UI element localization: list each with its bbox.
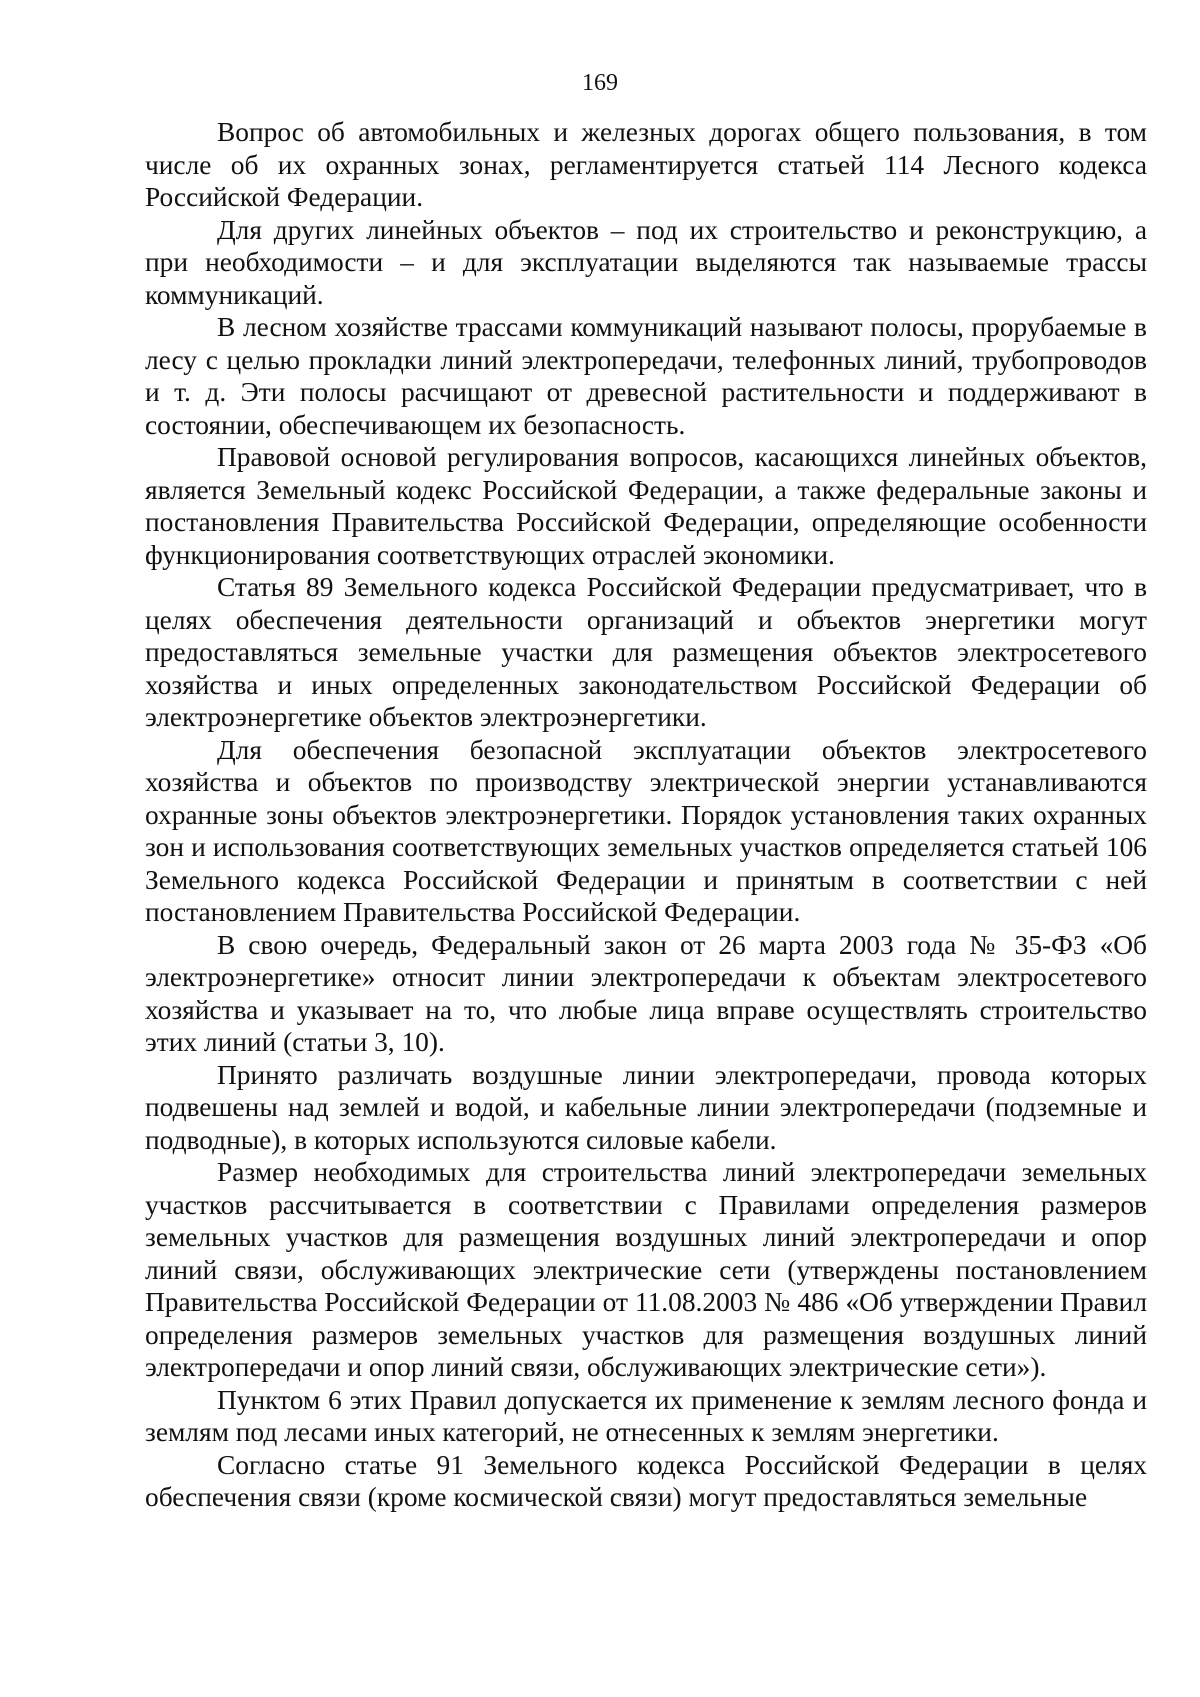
paragraph: Для обеспечения безопасной эксплуатации объектов электросетевого хозяйства и объектов по производству электрической энергии устанавливаются охранные зоны объектов электроэнергетики. Порядок установления таких охранных зон и использования соответствующих земельных участков определяется статьей 106 Земельного кодекса Российской Федерации и принятым в соответствии с ней постановлением Правительства Российской Федерации. [145,734,1147,927]
paragraph: В свою очередь, Федеральный закон от 26 марта 2003 года № 35-ФЗ «Об электроэнергетике» относит линии электропередачи к объектам электросетевого хозяйства и указывает на то, что любые лица вправе осуществлять строительство этих линий (статьи 3, 10). [145,929,1147,1057]
paragraph: Для других линейных объектов – под их строительство и реконструкцию, а при необходимости – и для эксплуатации выделяются так называемые трассы коммуникаций. [145,214,1147,310]
paragraph: Принято различать воздушные линии электропередачи, провода которых подвешены над землей и водой, и кабельные линии электропередачи (подземные и подводные), в которых используются силовые кабели. [145,1059,1147,1155]
paragraph: В лесном хозяйстве трассами коммуникаций называют полосы, прорубаемые в лесу с целью прокладки линий электропередачи, телефонных линий, трубопроводов и т. д. Эти полосы расчищают от древесной растительности и поддерживают в состоянии, обеспечивающем их безопасность. [145,312,1147,440]
paragraph: Размер необходимых для строительства линий электропередачи земельных участков рассчитывается в соответствии с Правилами определения размеров земельных участков для размещения воздушных линий электропередачи и опор линий связи, обслуживающих электрические сети (утверждены постановлением Правительства Российской Федерации от 11.08.2003 № 486 «Об утверждении Правил определения размеров земельных участков для размещения воздушных линий электропередачи и опор линий связи, обслуживающих электрические сети»). [145,1157,1147,1382]
paragraph: Вопрос об автомобильных и железных дорогах общего пользования, в том числе об их охранных зонах, регламентируется статьей 114 Лесного кодекса Российской Федерации. [145,117,1147,212]
paragraph: Правовой основой регулирования вопросов, касающихся линейных объектов, является Земельный кодекс Российской Федерации, а также федеральные законы и постановления Правительства Российской Федерации, определяющие особенности функционирования соответствующих отраслей экономики. [145,442,1147,570]
paragraph: Пунктом 6 этих Правил допускается их применение к землям лесного фонда и землям под лесами иных категорий, не отнесенных к землям энергетики. [145,1384,1147,1447]
body-text [145,116,1147,1514]
paragraph: Согласно статье 91 Земельного кодекса Российской Федерации в целях обеспечения связи (кроме космической связи) могут предоставляться земельные [145,1449,1147,1512]
paragraph: Статья 89 Земельного кодекса Российской Федерации предусматривает, что в целях обеспечения деятельности организаций и объектов энергетики могут предоставляться земельные участки для размещения объектов электросетевого хозяйства и иных определенных законодательством Российской Федерации об электроэнергетике объектов электроэнергетики. [145,572,1147,732]
page-number: 169 [582,70,618,96]
